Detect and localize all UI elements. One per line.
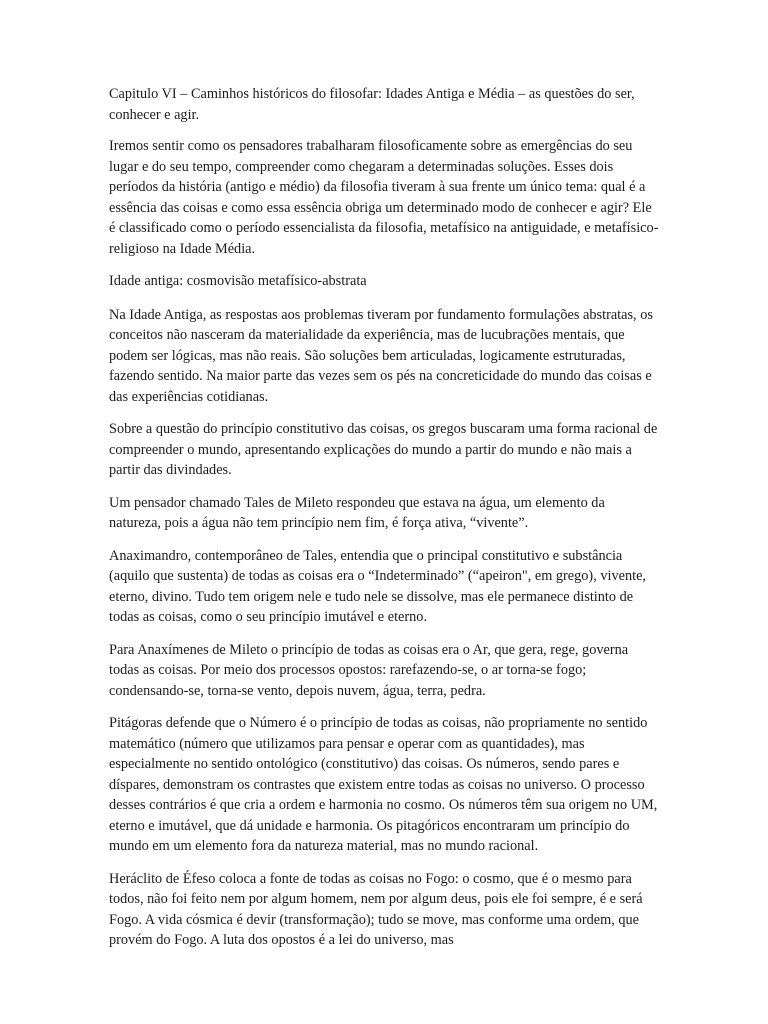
paragraph-anaximenes: Para Anaxímenes de Mileto o princípio de todas as coisas era o Ar, que gera, rege, governa todas as coisas. Por meio dos processos opostos: rarefazendo-se, o ar torna-se fogo; condensando-se, torna-se vento, depois nuvem, água, terra, pedra. [109,641,629,699]
paragraph-tales: Um pensador chamado Tales de Mileto respondeu que estava na água, um elemento da natureza, pois a água não tem princípio nem fim, é força ativa, “vivente”. [109,494,605,531]
document-page [109,84,659,963]
paragraph-idade-antiga: Na Idade Antiga, as respostas aos problemas tiveram por fundamento formulações abstratas, os conceitos não nasceram da materialidade da experiência, mas de lucubrações mentais, que podem ser lógicas, mas não reais. São soluções bem articuladas, logicamente estruturadas, fazendo sentido. Na maior parte das vezes sem os pés na concreticidade do mundo das coisas e das experiências cotidianas. [109,306,653,405]
paragraph-intro: Iremos sentir como os pensadores trabalharam filosoficamente sobre as emergências do seu lugar e do seu tempo, compreender como chegaram a determinadas soluções. Esses dois períodos da história (antigo e médio) da filosofia tiveram à sua frente um único tema: qual é a essência das coisas e como essa essência obriga um determinado modo de conhecer e agir? Ele é classificado como o período essencialista da filosofia, metafísico na antiguidade, e metafísico-religioso na Idade Média. [109,138,659,257]
paragraph-pitagoras: Pitágoras defende que o Número é o princípio de todas as coisas, não propriamente no sentido matemático (número que utilizamos para pensar e operar com as quantidades), mas especialmente no sentido ontológico (constitutivo) das coisas. Os números, sendo pares e díspares, demonstram os contrastes que existem entre todas as coisas no universo. O processo desses contrários é que cria a ordem e harmonia no cosmo. Os números têm sua origem no UM, eterno e imutável, que dá unidade e harmonia. Os pitagóricos encontraram um princípio do mundo em um elemento fora da natureza material, mas no mundo racional. [109,715,658,854]
paragraph-principio: Sobre a questão do princípio constitutivo das coisas, os gregos buscaram uma forma racional de compreender o mundo, apresentando explicações do mundo a partir do mundo e não mais a partir das divindades. [109,421,658,478]
chapter-title: Capitulo VI – Caminhos históricos do filosofar: Idades Antiga e Média – as questões do ser, conhecer e agir. [109,86,635,123]
section-heading: Idade antiga: cosmovisão metafísico-abstrata [109,273,367,289]
paragraph-heraclito: Heráclito de Éfeso coloca a fonte de todas as coisas no Fogo: o cosmo, que é o mesmo para todos, não foi feito nem por algum homem, nem por algum deus, pois ele foi sempre, é e será Fogo. A vida cósmica é devir (transformação); tudo se move, mas conforme uma ordem, que provém do Fogo. A luta dos opostos é a lei do universo, mas [109,870,643,948]
paragraph-anaximandro: Anaximandro, contemporâneo de Tales, entendia que o principal constitutivo e substância (aquilo que sustenta) de todas as coisas era o “Indeterminado” (“apeiron", em grego), vivente, eterno, divino. Tudo tem origem nele e tudo nele se dissolve, mas ele permanece distinto de todas as coisas, como o seu princípio imutável e eterno. [109,547,646,625]
